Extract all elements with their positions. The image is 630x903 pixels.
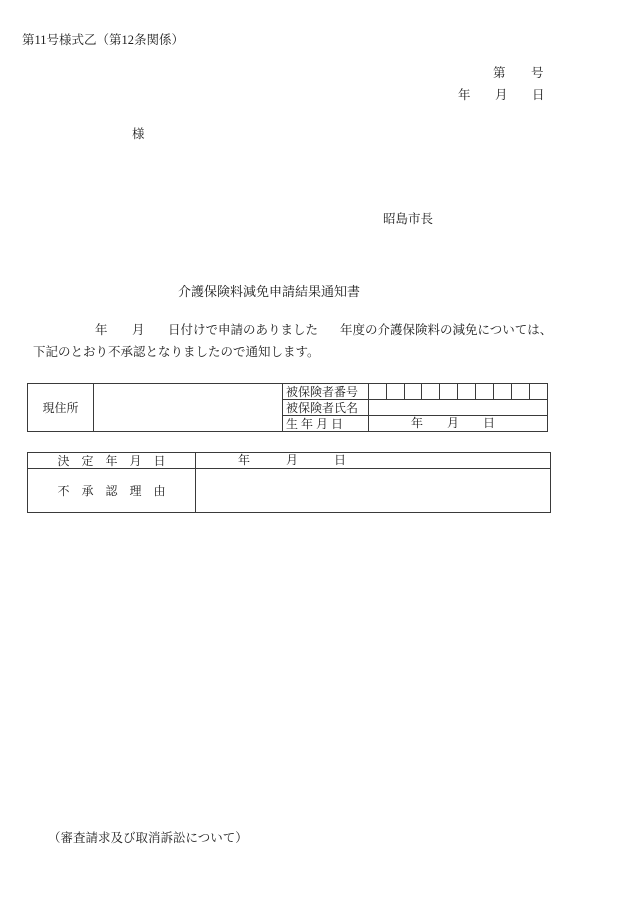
doc-number-suffix: 号 (531, 66, 544, 80)
body-text-b: 年度の介護保険料の減免については、 (340, 323, 553, 337)
sender-name: 昭島市長 (383, 212, 434, 226)
birthdate-value (369, 416, 548, 432)
form-number: 第11号様式乙（第12条関係） (22, 33, 185, 47)
body-month: 月 (132, 323, 145, 337)
birthdate-month: 月 (447, 416, 460, 430)
decision-date-year: 年 (238, 453, 251, 467)
rejection-reason-label: 不 承 認 理 由 (28, 469, 196, 513)
birthdate-label: 生 年 月 日 (283, 416, 369, 432)
issue-date-day: 日 (532, 88, 545, 102)
insured-number-digit (369, 384, 387, 400)
decision-date-day: 日 (334, 453, 347, 467)
appeal-note: （審査請求及び取消訴訟について） (48, 831, 248, 845)
insured-name-label: 被保険者氏名 (283, 400, 369, 416)
body-line-2: 下記のとおり不承認となりましたので通知します。 (33, 345, 320, 359)
birthdate-day: 日 (483, 416, 496, 430)
insured-number-digit (405, 384, 422, 400)
decision-date-value (196, 453, 551, 469)
insured-number-digit (387, 384, 405, 400)
insured-number-digit (440, 384, 458, 400)
insured-table (27, 383, 548, 432)
rejection-reason-value (196, 469, 551, 513)
addressee-honorific: 様 (132, 127, 145, 141)
body-year: 年 (95, 323, 108, 337)
insured-number-digit (494, 384, 512, 400)
document-title: 介護保険料減免申請結果通知書 (178, 284, 361, 299)
insured-number-digit (476, 384, 494, 400)
insured-name-value (369, 400, 548, 416)
body-text-a: 日付けで申請のありました (168, 323, 319, 337)
decision-date-month: 月 (286, 453, 299, 467)
decision-date-label: 決 定 年 月 日 (28, 453, 196, 469)
doc-number-prefix: 第 (493, 66, 506, 80)
insured-number-digit (512, 384, 530, 400)
insured-number-label: 被保険者番号 (283, 384, 369, 400)
decision-table (27, 452, 551, 513)
insured-number-digit (458, 384, 476, 400)
issue-date-year: 年 (458, 88, 471, 102)
issue-date-month: 月 (495, 88, 508, 102)
address-value (94, 384, 283, 432)
insured-number-digit (422, 384, 440, 400)
birthdate-year: 年 (411, 416, 424, 430)
insured-number-digit (530, 384, 548, 400)
address-label: 現住所 (28, 384, 94, 432)
